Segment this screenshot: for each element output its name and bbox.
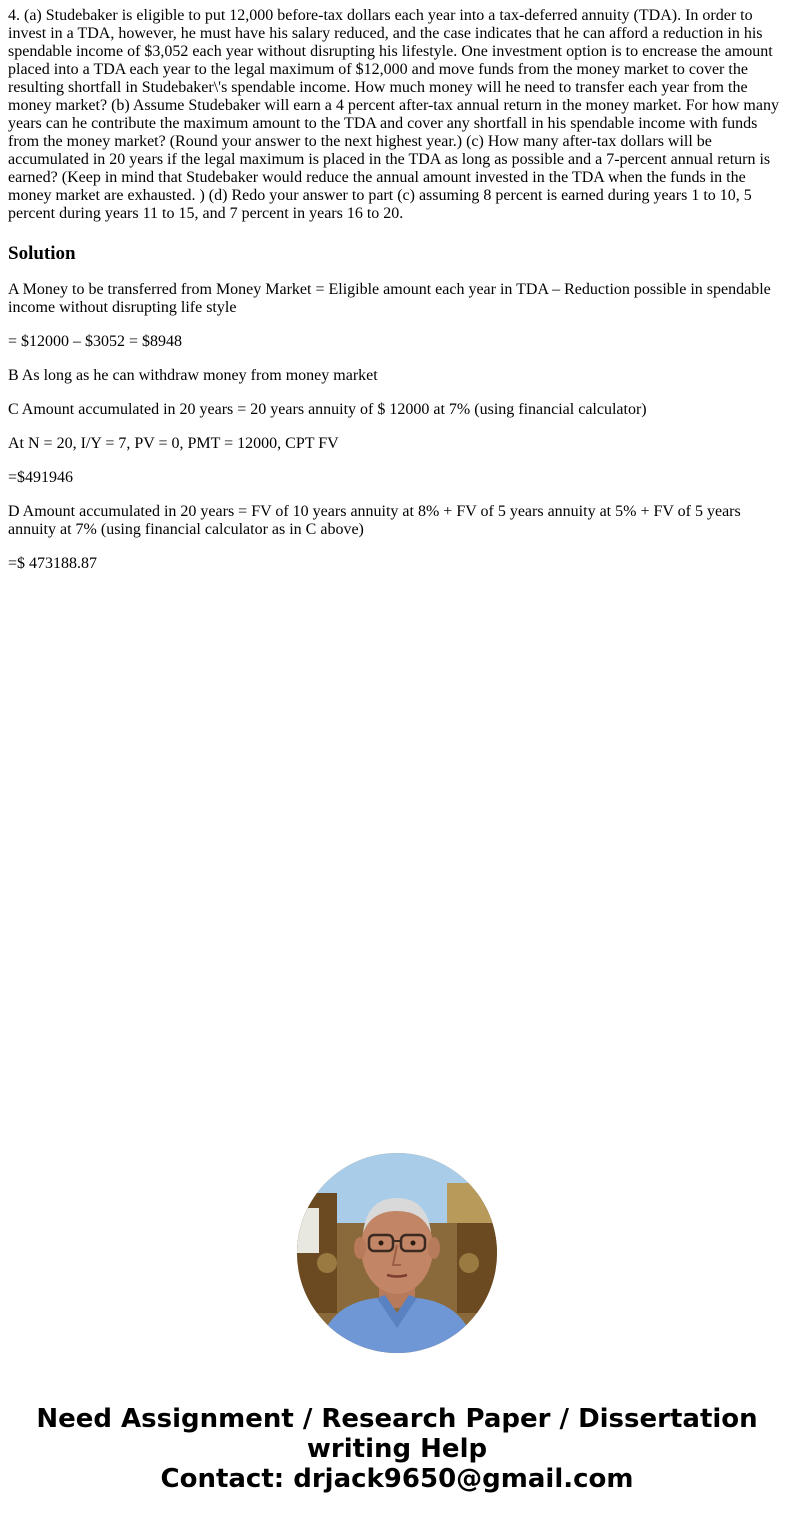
footer-line-2: writing Help [306,1434,488,1464]
solution-paragraph-d-result: =$ 473188.87 [8,555,98,572]
solution-paragraph-a: A Money to be transferred from Money Market = Eligible amount each year in TDA – Reduction possible in spendable income without disrupting life style [8,281,771,316]
question-text: 4. (a) Studebaker is eligible to put 12,000 before-tax dollars each year into a tax-deferred annuity (TDA). In order to invest in a TDA, however, he must have his salary reduced, and the case indicates that he can afford a reduction in his spendable income of $3,052 each year without disrupting his lifestyle. One investment option is to encrease the amount placed into a TDA each year to the legal maximum of $12,000 and move funds from the money market to cover the resulting shortfall in Studebaker\'s spendable income. How much money will he need to transfer each year from the money market? (b) Assume Studebaker will earn a 4 percent after-tax annual return in the money market. For how many years can he contribute the maximum amount to the TDA and cover any shortfall in his spendable income with funds from the money market? (Round your answer to the next highest year.) (c) How many after-tax dollars will be accumulated in 20 years if the legal maximum is placed in the TDA as long as possible and a 7-percent annual return is earned? (Keep in mind that Studebaker would reduce the annual amount invested in the TDA when the funds in the money market are exhausted. ) (d) Redo your answer to part (c) assuming 8 percent is earned during years 1 to 10, 5 percent during years 11 to 15, and 7 percent in years 16 to 20. [8,7,779,222]
solution-paragraph-c-result: =$491946 [8,469,74,486]
solution-paragraph-d: D Amount accumulated in 20 years = FV of 10 years annuity at 8% + FV of 5 years annuity at 5% + FV of 5 years annuity at 7% (using financial calculator as in C above) [8,503,741,538]
footer-line-1: Need Assignment / Research Paper / Dissertation [36,1404,758,1434]
solution-heading: Solution [8,243,76,264]
author-portrait-image [297,1153,497,1353]
solution-paragraph-a-result: = $12000 – $3052 = $8948 [8,333,183,350]
solution-paragraph-c: C Amount accumulated in 20 years = 20 years annuity of $ 12000 at 7% (using financial calculator) [8,401,647,418]
solution-paragraph-c-inputs: At N = 20, I/Y = 7, PV = 0, PMT = 12000, CPT FV [8,435,339,452]
footer-contact-banner [0,1404,794,1494]
solution-paragraph-b: B As long as he can withdraw money from money market [8,367,378,384]
footer-contact-email: Contact: drjack9650@gmail.com [160,1464,634,1494]
author-avatar [297,1153,497,1353]
document-content [8,7,784,573]
